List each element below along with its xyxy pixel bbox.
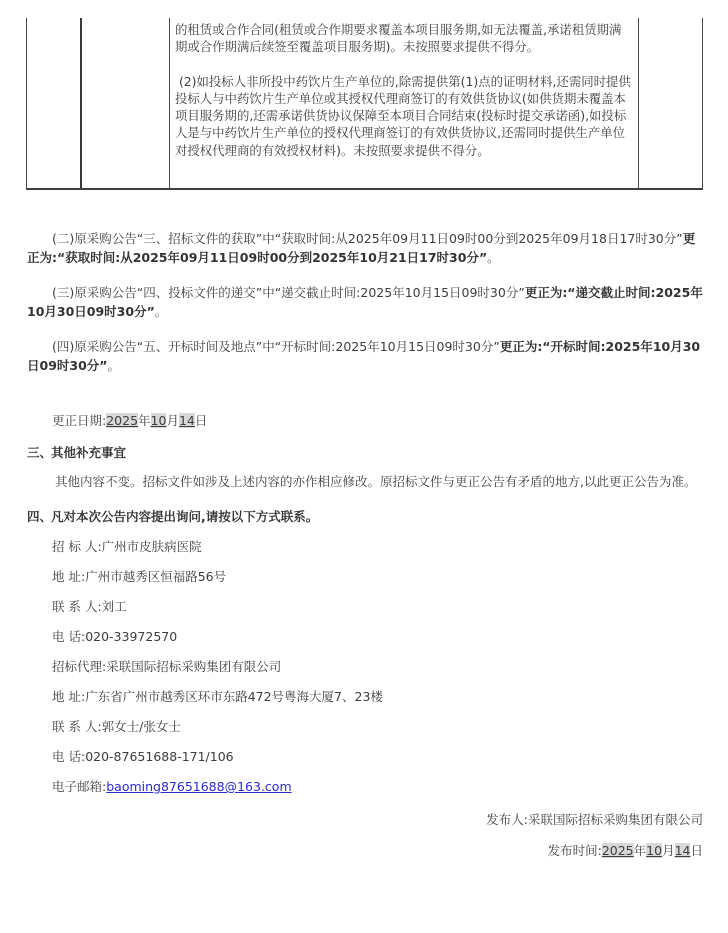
date-field-text: 发布时间: [547,843,602,858]
date-field-value: 10 [150,413,167,428]
contact-value: 020-33972570 [85,629,178,644]
contact-label: 地 址: [52,689,86,704]
table-cell-empty-3 [639,18,703,188]
section-3-number: 三、 [27,445,53,460]
contact-line [27,597,703,616]
contact-label: 电子邮箱: [52,779,107,794]
table-paragraph-2: (2)如投标人非所投中药饮片生产单位的,除需提供第(1)点的证明材料,还需同时提供投标人与中药饮片生产单位或其授权代理商签订的有效供货协议(如供货期未覆盖本项目服务期的,还需承诺供货协议保障至本项目合同结束(投标时提交承诺函),如投标人是与中药饮片生产单位的授权代理商签订的有效供货协议,还需同时提供生产单位对授权代理商的有效授权材料)。未按照要求提供不得分。 [175,73,631,158]
correction-paragraph [27,283,703,321]
date-field-text: 日 [194,413,208,428]
contact-line [27,687,703,706]
document-body [27,190,703,860]
date-field-text: 年 [138,413,151,428]
correction-new-text: 更正为:“递交截止时间:2025年10月30日09时30分” [27,285,703,319]
date-field-value: 14 [178,413,195,428]
criteria-table [26,18,703,190]
table-cell-empty-1 [27,18,82,188]
correction-original-text: (四)原采购公告“五、开标时间及地点”中“开标时间:2025年10月15日09时30分” [52,339,500,354]
correction-new-text: 更正为:“开标时间:2025年10月30日09时30分” [27,339,701,373]
section-3-body: 其他内容不变。招标文件如涉及上述内容的亦作相应修改。原招标文件与更正公告有矛盾的地方,以此更正公告为准。 [55,474,697,489]
date-field-value: 2025 [106,413,139,428]
correction-date-line [27,411,703,430]
contact-label: 联 系 人: [52,719,102,734]
correction-new-text: 更正为:“获取时间:从2025年09月11日09时00分到2025年10月21日17时30分” [27,231,696,265]
contact-label: 地 址: [52,569,86,584]
correction-tail: 。 [154,304,168,319]
contact-line [27,537,703,556]
contact-label: 电 话: [52,629,86,644]
section-4-heading [27,507,703,526]
section-3-heading [27,443,703,462]
correction-original-text: (三)原采购公告“四、投标文件的递交”中“递交截止时间:2025年10月15日09时30分” [52,285,525,300]
publisher-name: 采联国际招标采购集团有限公司 [527,812,703,827]
publisher-label: 发布人: [486,812,528,827]
section-4-title: 凡对本次公告内容提出询问,请按以下方式联系。 [51,509,319,524]
correction-original-text: (二)原采购公告“三、招标文件的获取”中“获取时间:从2025年09月11日09时00分到2025年09月18日17时30分” [52,231,683,246]
publisher-line [27,810,703,829]
correction-paragraph [27,337,703,375]
table-paragraph-1: 的租赁或合作合同(租赁或合作期要求覆盖本项目服务期,如无法覆盖,承诺租赁期满期或合作期满后续签至覆盖项目服务期)。未按照要求提供不得分。 [175,22,622,55]
contact-value: 郭女士/张女士 [101,719,181,734]
date-field-text: 月 [166,413,179,428]
table-cell-empty-2 [82,18,170,188]
contact-value: 广州市越秀区恒福路56号 [85,569,227,584]
contact-label: 联 系 人: [52,599,102,614]
correction-tail: 。 [487,250,500,265]
correction-tail: 。 [107,358,121,373]
table-cell-content [170,18,639,188]
contact-label: 招标代理: [52,659,107,674]
section-4-number: 四、 [27,509,53,524]
date-field-text: 日 [690,843,703,858]
email-link[interactable]: baoming87651688@163.com [106,779,292,794]
date-field-text: 月 [662,843,675,858]
contact-list [27,537,703,796]
contact-line [27,567,703,586]
contact-value: 广东省广州市越秀区环市东路472号粤海大厦7、23楼 [85,689,383,704]
contact-line [27,717,703,736]
section-3-title: 其他补充事宜 [51,445,127,460]
contact-line [27,777,703,796]
contact-label: 电 话: [52,749,86,764]
publish-date-line [27,841,703,860]
date-field-text: 年 [633,843,647,858]
contact-value: 广州市皮肤病医院 [101,539,202,554]
contact-line [27,657,703,676]
contact-line [27,627,703,646]
date-field-text: 更正日期: [52,413,107,428]
contact-label: 招 标 人: [52,539,102,554]
correction-paragraph [27,229,703,267]
contact-value: 采联国际招标采购集团有限公司 [106,659,282,674]
date-field-value: 14 [674,843,691,858]
correction-paragraphs [27,229,703,375]
date-field-value: 10 [646,843,663,858]
contact-value: 刘工 [101,599,127,614]
contact-line [27,747,703,766]
date-field-value: 2025 [601,843,634,858]
contact-value: 020-87651688-171/106 [85,749,234,764]
